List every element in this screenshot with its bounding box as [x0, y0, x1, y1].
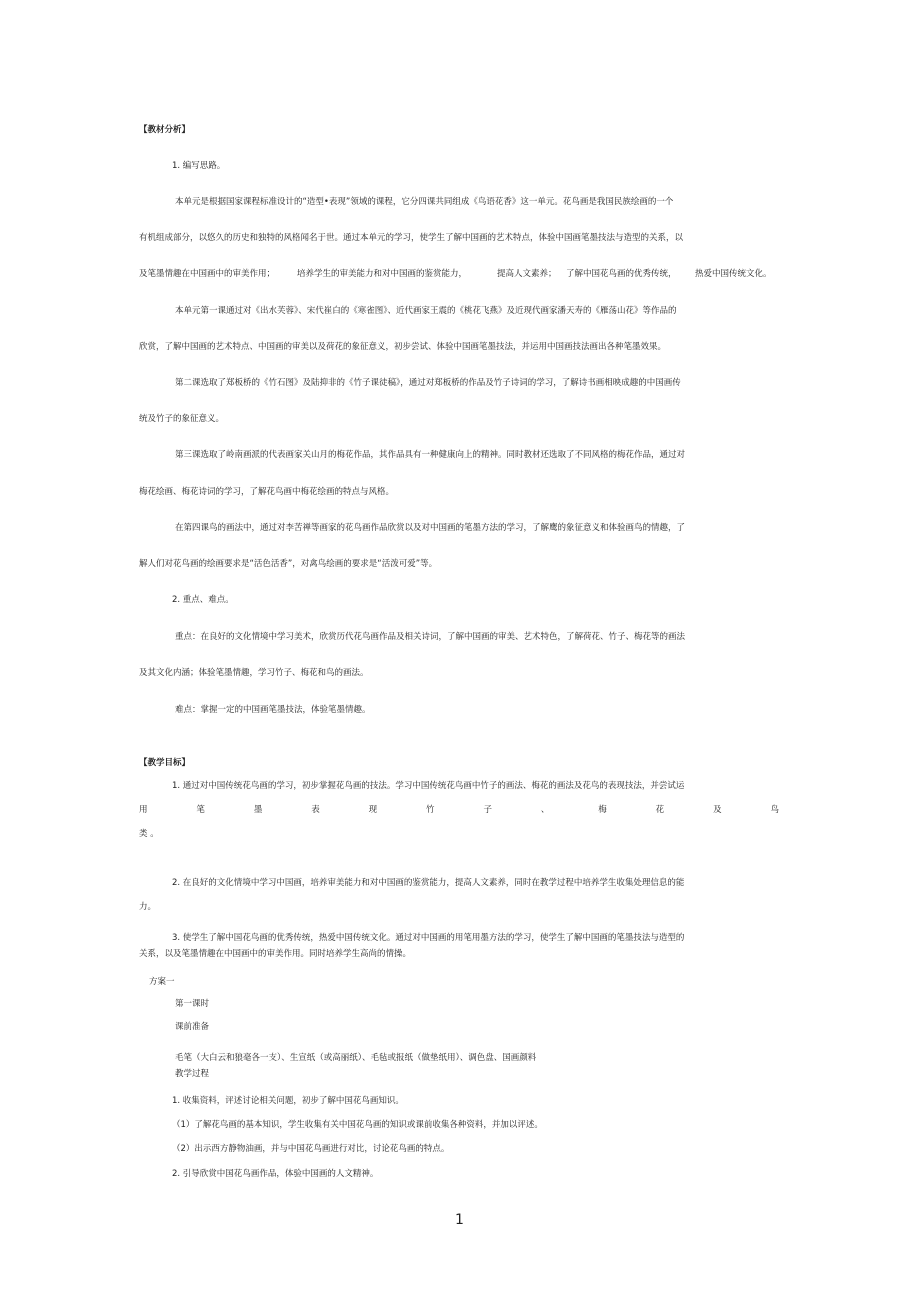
plan-title: 方案一: [149, 977, 175, 987]
paragraph-line: 热爱中国传统文化。: [695, 269, 772, 279]
paragraph-line: 了解中国花鸟画的优秀传统，: [566, 269, 677, 279]
justified-line: [139, 804, 779, 816]
paragraph-line: 本单元是根据国家课程标准设计的“造型•表现”领域的课程，它分四课共同组成《鸟语花香》这一单元。花鸟画是我国民族绘画的一个: [175, 197, 674, 207]
paragraph-line: 欣赏，了解中国画的艺术特点、中国画的审美以及荷花的象征意义，初步尝试、体验中国画笔墨技法，并运用中国画技法画出各种笔墨效果。: [139, 342, 667, 352]
step-line: 2. 引导欣赏中国花鸟画作品，体验中国画的人文精神。: [172, 1169, 379, 1179]
item-1: 1. 编写思路。: [172, 161, 226, 171]
lesson-title: 第一课时: [175, 999, 210, 1009]
step-line: 1. 收集资料，评述讨论相关问题，初步了解中国花鸟画知识。: [172, 1096, 404, 1106]
justified-char: 、: [540, 805, 550, 815]
justified-char: 表: [311, 805, 320, 815]
goal-line: 2. 在良好的文化情境中学习中国画，培养审美能力和对中国画的鉴赏能力，提高人文素养，同时在教学过程中培养学生收集处理信息的能: [172, 878, 685, 888]
section-heading-analysis: 【教材分析】: [139, 125, 191, 135]
materials-line: 毛笔（大白云和狼毫各一支）、生宣纸（或高丽纸）、毛毡或报纸（做垫纸用）、调色盘、国画颜料: [175, 1053, 537, 1063]
paragraph-line: 重点：在良好的文化情境中学习美术，欣赏历代花鸟画作品及相关诗词，了解中国画的审美、艺术特色，了解荷花、竹子、梅花等的画法: [175, 632, 686, 642]
goal-line: 力。: [139, 902, 157, 912]
justified-char: 梅: [598, 805, 607, 815]
paragraph-line: 难点：掌握一定的中国画笔墨技法，体验笔墨情趣。: [175, 705, 371, 715]
paragraph-line: 提高人文素养；: [497, 269, 557, 279]
paragraph-line: 梅花绘画、梅花诗词的学习，了解花鸟画中梅花绘画的特点与风格。: [139, 487, 395, 497]
paragraph-line: 在第四课鸟的画法中，通过对李苦禅等画家的花鸟画作品欣赏以及对中国画的笔墨方法的学习，了解鹰的象征意义和体验画鸟的情趣，了: [175, 523, 686, 533]
justified-char: 花: [655, 805, 665, 815]
page-number: 1: [455, 1212, 464, 1228]
justified-char: 现: [368, 805, 378, 815]
paragraph-line: 第二课选取了郑板桥的《竹石图》及陆抑非的《竹子课徒稿》，通过对郑板桥的作品及竹子诗词的学习，了解诗书画相映成趣的中国画传: [175, 378, 681, 388]
justified-char: 笔: [196, 805, 205, 815]
paragraph-line: 本单元第一课通过对《出水芙蓉》、宋代崔白的《寒雀图》、近代画家王震的《桃花飞燕》及近现代画家潘天寿的《雁荡山花》等作品的: [175, 306, 677, 316]
justified-char: 竹: [426, 805, 435, 815]
paragraph-line: 培养学生的审美能力和对中国画的鉴赏能力，: [297, 269, 468, 279]
paragraph-line: 有机组成部分，以悠久的历史和独特的风格闻名于世。通过本单元的学习，使学生了解中国画的艺术特点，体验中国画笔墨技法与造型的关系，以: [139, 233, 684, 243]
paragraph-line: 统及竹子的象征意义。: [139, 414, 225, 424]
goal-line: 关系，以及笔墨情趣在中国画中的审美作用。同时培养学生高尚的情操。: [139, 949, 412, 959]
justified-char: 子: [483, 805, 492, 815]
item-2: 2. 重点、难点。: [172, 595, 234, 605]
step-line: （1）了解花鸟画的基本知识，学生收集有关中国花鸟画的知识或课前收集各种资料，并加以评述。: [172, 1120, 543, 1130]
goal-line: 1. 通过对中国传统花鸟画的学习，初步掌握花鸟画的技法。学习中国传统花鸟画中竹子的画法、梅花的画法及花鸟的表现技法，并尝试运: [172, 781, 685, 791]
prep-title: 课前准备: [175, 1022, 210, 1032]
paragraph-line: 解人们对花鸟画的绘画要求是“活色活香”，对禽鸟绘画的要求是“活泼可爱”等。: [139, 559, 438, 569]
goal-line: 3. 使学生了解中国花鸟画的优秀传统，热爱中国传统文化。通过对中国画的用笔用墨方法的学习，使学生了解中国画的笔墨技法与造型的: [172, 933, 685, 943]
process-title: 教学过程: [175, 1069, 210, 1079]
justified-char: 墨: [253, 805, 263, 815]
step-line: （2）出示西方静物油画，并与中国花鸟画进行对比，讨论花鸟画的特点。: [172, 1144, 450, 1154]
paragraph-line: 及其文化内涵；体验笔墨情趣，学习竹子、梅花和鸟的画法。: [139, 668, 369, 678]
paragraph-line: 及笔墨情趣在中国画中的审美作用；: [139, 269, 276, 279]
paragraph-line: 第三课选取了岭南画派的代表画家关山月的梅花作品，其作品具有一种健康向上的精神。同时教材还选取了不同风格的梅花作品，通过对: [175, 450, 686, 460]
justified-char: 及: [713, 805, 722, 815]
goal-line: 类 。: [139, 829, 159, 839]
justified-char: 用: [139, 805, 148, 815]
justified-char: 鸟: [770, 805, 779, 815]
section-heading-goals: 【教学目标】: [139, 758, 191, 768]
